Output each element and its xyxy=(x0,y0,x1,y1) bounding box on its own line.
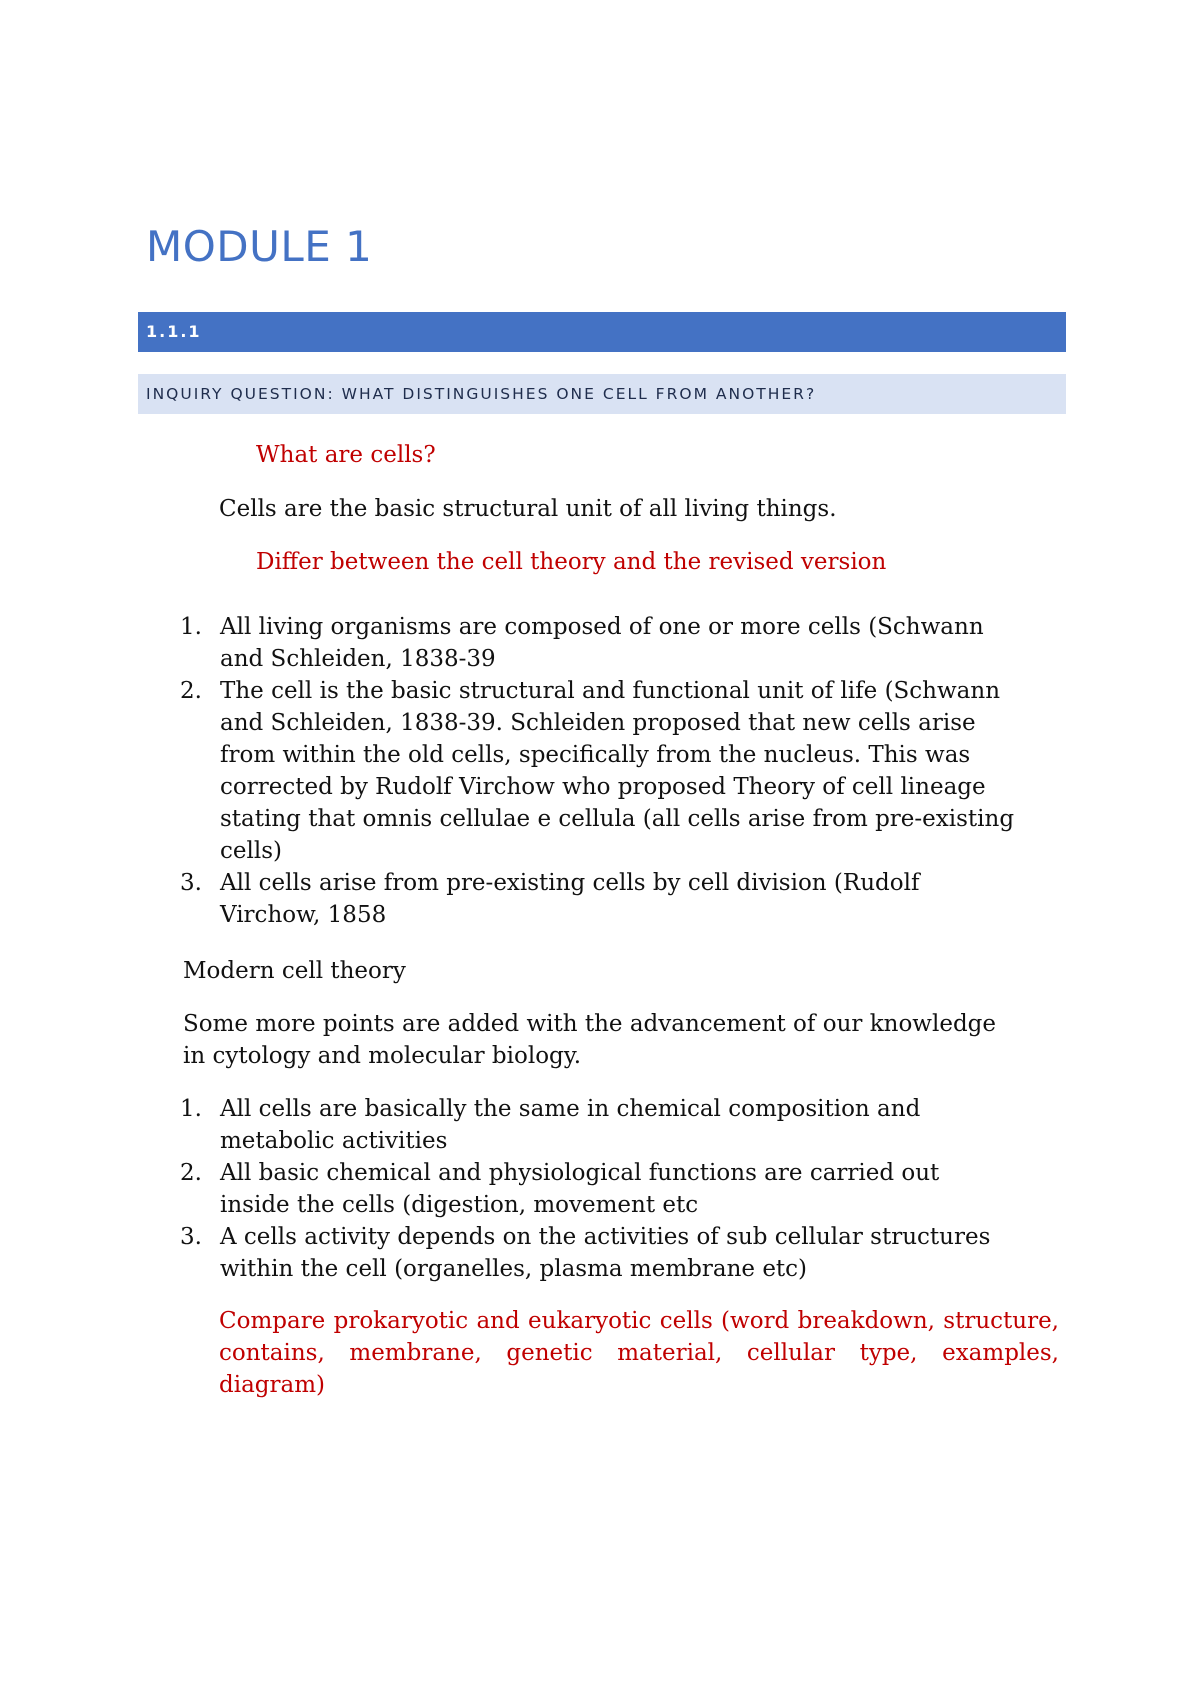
list-item xyxy=(180,1093,1060,1157)
list-number: 3. xyxy=(180,870,202,896)
list-line: All living organisms are composed of one or more cells (Schwann xyxy=(220,614,984,640)
list-line: and Schleiden, 1838-39. Schleiden proposed that new cells arise xyxy=(220,710,976,736)
list-item xyxy=(180,867,1060,931)
list-number: 2. xyxy=(180,1160,202,1186)
question-what-are-cells: What are cells? xyxy=(256,442,436,468)
list-line: inside the cells (digestion, movement etc xyxy=(220,1192,699,1218)
inquiry-question: INQUIRY QUESTION: WHAT DISTINGUISHES ONE CELL FROM ANOTHER? xyxy=(146,385,817,403)
list-number: 1. xyxy=(180,614,202,640)
section-number: 1.1.1 xyxy=(146,322,202,341)
list-line: from within the old cells, specifically from the nucleus. This was xyxy=(220,742,971,768)
list-item xyxy=(180,611,1060,675)
list-line: The cell is the basic structural and functional unit of life (Schwann xyxy=(220,678,1001,704)
list-item xyxy=(180,1157,1060,1221)
answer-cells: Cells are the basic structural unit of all living things. xyxy=(219,496,837,522)
compare-prompt: Compare prokaryotic and eukaryotic cells (word breakdown, structure, contains, membrane, genetic material, cellular type, examples, diagram) xyxy=(219,1308,1059,1398)
inquiry-question-bar xyxy=(138,374,1066,414)
modern-theory-list xyxy=(180,1093,1060,1285)
list-line: metabolic activities xyxy=(220,1128,448,1154)
list-line: corrected by Rudolf Virchow who proposed Theory of cell lineage xyxy=(220,774,986,800)
page-title: MODULE 1 xyxy=(146,222,373,271)
list-item xyxy=(180,675,1060,867)
list-item xyxy=(180,1221,1060,1285)
list-number: 3. xyxy=(180,1224,202,1250)
cell-theory-list xyxy=(180,611,1060,931)
list-number: 2. xyxy=(180,678,202,704)
list-line: All cells arise from pre-existing cells by cell division (Rudolf xyxy=(220,870,920,896)
list-line: within the cell (organelles, plasma membrane etc) xyxy=(220,1256,808,1282)
list-line: Virchow, 1858 xyxy=(220,902,387,928)
list-line: and Schleiden, 1838-39 xyxy=(220,646,496,672)
intro-line: in cytology and molecular biology. xyxy=(183,1043,582,1069)
list-line: cells) xyxy=(220,838,282,864)
section-number-bar xyxy=(138,312,1066,352)
list-line: All cells are basically the same in chemical composition and xyxy=(220,1096,921,1122)
modern-cell-theory-heading: Modern cell theory xyxy=(183,958,406,984)
list-line: A cells activity depends on the activities of sub cellular structures xyxy=(220,1224,991,1250)
list-number: 1. xyxy=(180,1096,202,1122)
question-differ: Differ between the cell theory and the revised version xyxy=(256,549,887,575)
intro-line: Some more points are added with the advancement of our knowledge xyxy=(183,1011,997,1037)
list-line: stating that omnis cellulae e cellula (all cells arise from pre-existing xyxy=(220,806,1015,832)
list-line: All basic chemical and physiological functions are carried out xyxy=(220,1160,940,1186)
modern-intro xyxy=(183,1008,996,1072)
